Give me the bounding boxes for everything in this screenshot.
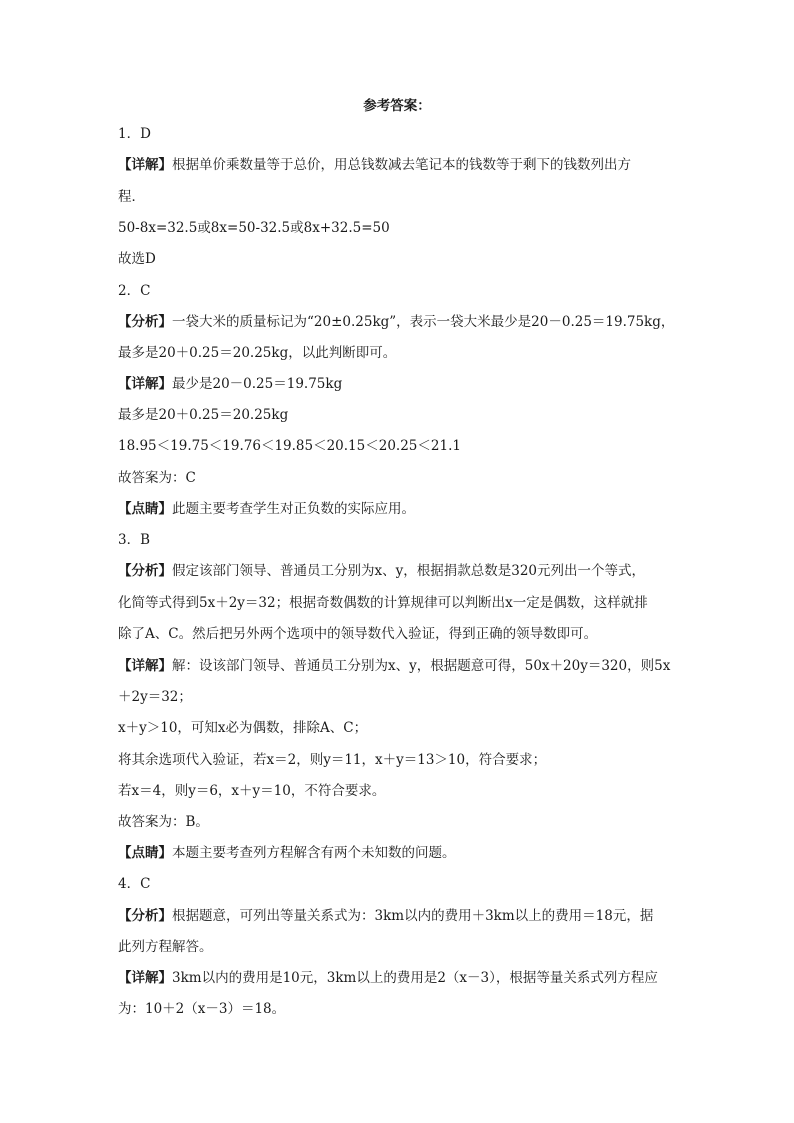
- detail-line: 若x＝4，则y＝6，x＋y＝10，不符合要求。: [118, 783, 386, 799]
- section-tag: 【详解】: [118, 970, 172, 986]
- analysis-line: [118, 561, 678, 581]
- section-text: 一袋大米的质量标记为“20±0.25kg”，表示一袋大米最少是20－0.25＝19.75kg，: [172, 314, 675, 330]
- section-text: 最少是20－0.25＝19.75kg: [172, 376, 343, 392]
- answer-number-2: 2．C: [118, 283, 151, 299]
- section-tag: 【详解】: [118, 376, 172, 392]
- section-text: 本题主要考查列方程解含有两个未知数的问题。: [172, 845, 456, 861]
- section-text: 此题主要考查学生对正负数的实际应用。: [172, 501, 415, 517]
- section-tag: 【点睛】: [118, 501, 172, 517]
- equation-line: 50-8x=32.5或8x=50-32.5或8x+32.5=50: [118, 220, 390, 236]
- detail-line: 为：10＋2（x－3）＝18。: [118, 1001, 286, 1017]
- analysis-line: [118, 906, 678, 926]
- comment-line: [118, 843, 678, 863]
- section-text: 3km以内的费用是10元，3km以上的费用是2（x－3），根据等量关系式列方程应: [172, 970, 658, 986]
- analysis-line: [118, 312, 678, 332]
- section-tag: 【点睛】: [118, 845, 172, 861]
- section-tag: 【分析】: [118, 908, 172, 924]
- detail-line: x＋y＞10，可知x必为偶数，排除A、C；: [118, 720, 368, 736]
- detail-line: 将其余选项代入验证，若x＝2，则y＝11，x＋y＝13＞10，符合要求；: [118, 752, 547, 768]
- analysis-line: 最多是20＋0.25＝20.25kg，以此判断即可。: [118, 345, 397, 361]
- detail-line: [118, 374, 678, 394]
- section-tag: 【分析】: [118, 563, 172, 579]
- conclusion-line: 故答案为：C: [118, 470, 196, 486]
- analysis-line: 化简等式得到5x＋2y＝32；根据奇数偶数的计算规律可以判断出x一定是偶数，这样就排: [118, 595, 648, 611]
- answer-number-1: 1．D: [118, 126, 151, 142]
- section-tag: 【详解】: [118, 157, 172, 173]
- section-text: 假定该部门领导、普通员工分别为x、y，根据捐款总数是320元列出一个等式，: [172, 563, 646, 579]
- detail-line: 程．: [118, 189, 145, 205]
- conclusion-line: 故选D: [118, 251, 156, 267]
- section-tag: 【分析】: [118, 314, 172, 330]
- section-text: 根据单价乘数量等于总价，用总钱数减去笔记本的钱数等于剩下的钱数列出方: [172, 157, 631, 173]
- comparison-line: 18.95＜19.75＜19.76＜19.85＜20.15＜20.25＜21.1: [118, 438, 461, 454]
- comment-line: [118, 499, 678, 519]
- detail-line: [118, 968, 678, 988]
- detail-line: 最多是20＋0.25＝20.25kg: [118, 407, 289, 423]
- page-title: 参考答案：: [363, 98, 431, 114]
- analysis-line: 除了A、C。然后把另外两个选项中的领导数代入验证，得到正确的领导数即可。: [118, 626, 598, 642]
- answer-number-4: 4．C: [118, 876, 151, 892]
- detail-line: ＋2y＝32；: [118, 689, 192, 705]
- analysis-line: 此列方程解答。: [118, 939, 213, 955]
- section-tag: 【详解】: [118, 658, 172, 674]
- answer-number-3: 3．B: [118, 532, 151, 548]
- section-text: 解：设该部门领导、普通员工分别为x、y，根据题意可得，50x＋20y＝320，则5x: [172, 658, 671, 674]
- detail-line: [118, 155, 678, 175]
- detail-line: [118, 656, 678, 676]
- conclusion-line: 故答案为：B。: [118, 814, 209, 830]
- section-text: 根据题意，可列出等量关系式为：3km以内的费用＋3km以上的费用＝18元，据: [172, 908, 654, 924]
